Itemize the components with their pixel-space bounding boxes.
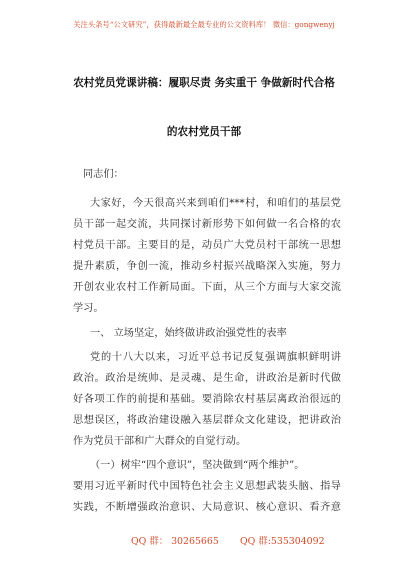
- paragraph-line: 开创农业农村工作新局面。下面，从三个方面与大家交流: [73, 282, 341, 293]
- paragraph-line: 实践，不断增强政治意识、大局意识、核心意识、看齐意: [73, 502, 341, 513]
- paragraph-line: 好各项工作的前提和基础。要消除农村基层离政治很远的: [73, 394, 341, 405]
- footer-qq-group-2: QQ 群:535304092: [240, 536, 325, 547]
- paragraph-line: 大家好，今天很高兴来到咱们***村，和咱们的基层党: [90, 198, 341, 209]
- paragraph-line: 党的十八大以来，习近平总书记反复强调旗帜鲜明讲: [90, 352, 341, 363]
- header-banner: 关注头条号“公文研究”，获得最新最全最专业的公文资料库！ 微信：gongwenyj: [73, 20, 335, 29]
- section-heading: 一、 立场坚定，始终做讲政治强党性的表率: [90, 328, 287, 339]
- paragraph-line: 员干部一起交流，共同探讨新形势下如何做一名合格的农: [73, 219, 341, 230]
- paragraph-line: 要用习近平新时代中国特色社会主义思想武装头脑、指导: [73, 481, 341, 492]
- salutation: 同志们：: [83, 169, 124, 180]
- document-title-line-1: 农村党员党课讲稿：履职尽责 务实重干 争做新时代合格: [73, 77, 335, 89]
- footer: [0, 533, 408, 547]
- paragraph-line: 思想误区，将政治建设融入基层群众文化建设，把讲政治: [73, 415, 341, 426]
- subsection-heading: （一）树牢“四个意识”，坚决做到“两个维护”。: [90, 460, 305, 471]
- footer-qq-group-1: QQ 群： 30265665: [131, 536, 219, 547]
- document-title-line-2: 的农村党员干部: [166, 126, 242, 138]
- paragraph-line: 政治。政治是统帅、是灵魂、是生命，讲政治是新时代做: [73, 373, 341, 384]
- paragraph-line: 作为党员干部和广大群众的自觉行动。: [73, 436, 247, 447]
- paragraph-line: 学习。: [73, 303, 104, 314]
- paragraph-line: 提升素质，争创一流，推动乡村振兴战略深入实施，努力: [73, 261, 341, 272]
- paragraph-line: 村党员干部。主要目的是，动员广大党员村干部统一思想: [73, 240, 341, 251]
